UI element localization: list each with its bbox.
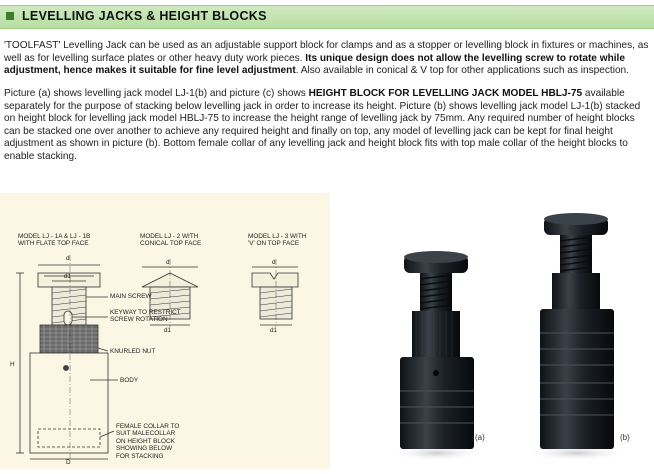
product-photo	[330, 193, 654, 469]
dim-d1-label: d1	[64, 273, 72, 280]
stacking-bold-text: HEIGHT BLOCK FOR LEVELLING JACK MODEL HBLJ-75	[308, 88, 583, 99]
caption-a: (a)	[475, 433, 485, 442]
dim-d-lj2-label: d	[166, 259, 170, 266]
dim-h-label: H	[10, 361, 15, 368]
header-bullet-icon	[6, 12, 14, 20]
knurled-nut-label: KNURLED NUT	[110, 348, 156, 355]
dim-d-label: d	[66, 255, 70, 262]
v-top-shape	[252, 273, 298, 287]
intro-bold-text: Its unique design does not allow the levelling screw to rotate while adjustment, hence makes it suitable for fine level adjustment	[4, 52, 625, 77]
dim-d1-lj3-label: d1	[270, 327, 278, 334]
stacking-text-end: available separately for the purpose of stacking below levelling jack in order to increase its height. Picture (b) shows levelling jack model LJ-1(b) stacked on height block for levelling jack model HBLJ-75 to increase the height range of levelling jack by 75mm. Any required number of height blocks can be stacked one over another to achieve any required height and finally on top, any model of levelling jack can be kept for final height adjustment as shown in picture (b). Bottom female collar of any levelling jack and height block fits with top male collar of the height blocks to enable stacking.	[4, 88, 641, 162]
body-label: BODY	[120, 377, 139, 384]
model-lj3-label: MODEL LJ - 3 WITH 'V' ON TOP FACE	[248, 233, 307, 248]
dim-d-big-label: D	[66, 459, 71, 466]
model-lj2-label: MODEL LJ - 2 WITH CONICAL TOP FACE	[140, 233, 202, 248]
product-photo-svg	[330, 193, 654, 469]
body-shape	[30, 353, 108, 453]
keyway-slot	[64, 311, 72, 325]
keyway-label: KEYWAY TO RESTRICT SCREW ROTATION	[110, 309, 181, 324]
model-lj1-label: MODEL LJ - 1A & LJ - 1B WITH FLATE TOP FACE	[18, 233, 91, 248]
stacking-paragraph	[4, 88, 650, 164]
levelling-jack-b-stacked	[540, 213, 614, 449]
levelling-jack-a	[400, 251, 474, 449]
dim-d1-lj2-label: d1	[164, 327, 172, 334]
technical-drawing	[0, 193, 330, 469]
dim-d-lj3-label: d	[272, 259, 276, 266]
stacking-text: Picture (a) shows levelling jack model LJ-1(b) and picture (c) shows	[4, 88, 309, 99]
female-collar-label: FEMALE COLLAR TO SUIT MALECOLLAR ON HEIGHT BLOCK SHOWING BELOW FOR STACKING	[116, 423, 180, 460]
intro-text: 'TOOLFAST' Levelling Jack can be used as an adjustable support block for clamps and as a stopper or levelling block in fixtures or machines, as well as for levelling surface plates or other heavy duty work pieces.	[4, 40, 649, 64]
intro-paragraph	[4, 40, 650, 78]
section-header	[0, 0, 654, 30]
knurled-nut-shape	[40, 325, 98, 353]
caption-b: (b)	[620, 433, 630, 442]
intro-text-end: . Also available in conical & V top for other applications such as inspection.	[295, 65, 629, 77]
main-screw-label: MAIN SCREW	[110, 293, 152, 300]
page-title: LEVELLING JACKS & HEIGHT BLOCKS	[22, 9, 267, 23]
